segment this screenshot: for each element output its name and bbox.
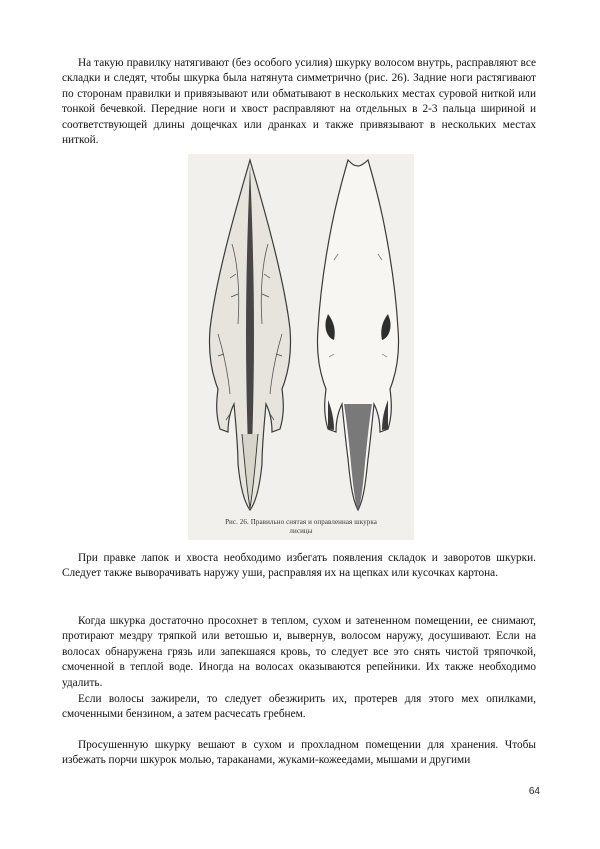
- paragraph-4: Если волосы зажирели, то следует обезжирить их, протерев для этого мех опилками, смоченными бензином, а затем расчесать гребнем.: [62, 693, 536, 721]
- right-pelt-drawing: [317, 160, 398, 510]
- left-pelt-drawing: [209, 160, 290, 510]
- figure-fox-pelts: [188, 154, 414, 540]
- paragraph-3: Когда шкурка достаточно просохнет в теплом, сухом и затененном помещении, ее снимают, протирают мездру тряпкой или ветошью и, вывернув, волосом наружу, досушивают. Если на волосах обнаружена грязь или запекшаяся кровь, то следует все это снять чистой тряпочкой, смоченной в теплой воде. Иногда на волосах оказываются репейники. Их также необходимо удалить.: [62, 615, 536, 689]
- caption-line-2: лисицы: [289, 526, 313, 535]
- figure-caption: [188, 518, 414, 535]
- page-number: 64: [528, 786, 540, 797]
- paragraph-1: На такую правилку натягивают (без особого усилия) шкурку волосом внутрь, расправляют все складки и следят, чтобы шкурка была натянута симметрично (рис. 26). Задние ноги растягивают по сторонам правилки и привязывают или обматывают в нескольких местах суровой ниткой или тонкой бечевкой. Передние ноги и хвост расправляют на отдельных в 2-3 пальца шириной и соответствующей длины дощечках или дранках и также привязывают в нескольких местах ниткой.: [62, 57, 536, 147]
- fox-pelts-illustration: [188, 154, 414, 516]
- caption-line-1: Рис. 26. Правильно снятая и оправленная шкурка: [225, 518, 377, 526]
- paragraph-5: Просушенную шкурку вешают в сухом и прохладном помещении для хранения. Чтобы избежать порчи шкурок молью, тараканами, жуками-кожеедами, мышами и другими: [62, 739, 536, 767]
- paragraph-2: При правке лапок и хвоста необходимо избегать появления складок и заворотов шкурки. Следует также выворачивать наружу уши, расправляя их на щепках или кусочках картона.: [62, 552, 536, 580]
